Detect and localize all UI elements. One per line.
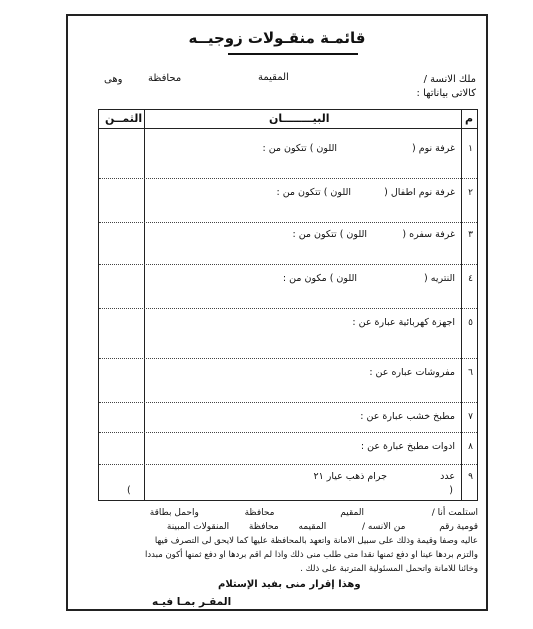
row-item: غرفة نوم ( [411,143,455,154]
national-id-label: قومية رقم [439,522,478,532]
row-item: اجهزة كهربائية عبارة عن : [352,317,455,328]
signer-label: المقـر بمـا فيـه [152,596,232,608]
governorate-label: محافظة [244,508,275,518]
row-item: النتريه ( [424,273,455,284]
row-detail: جرام ذهب عيار ٢١ [313,471,387,482]
row-divider [99,358,477,359]
document-title: قائمـة منقـولات زوجيــه [188,29,366,47]
received-by-label: استلمت أنا / [431,508,478,518]
row-number: ٢ [468,188,473,198]
row-divider [99,222,477,223]
id-card-label: واحمل بطاقة [149,508,199,518]
number-column-divider [461,110,462,500]
footer-line-1 [150,508,478,518]
row-detail: اللون ) تتكون من : [292,229,367,240]
footer-line-2 [167,522,478,532]
paren-close: ) [127,485,131,496]
and-they-are-label: وهى [104,74,123,85]
row-divider [99,264,477,265]
row-item: مفروشات عباره عن : [369,367,455,378]
paren-open: ( [449,485,453,496]
row-number: ٣ [468,230,473,240]
owner-label: ملك الانسة / [423,74,476,85]
acknowledgement: وهذا إقرار منى بفيد الإستلام [218,579,361,590]
from-miss-label: من الانسه / [362,522,406,532]
row-number: ١ [468,144,473,154]
row-item: غرفة نوم اطفال ( [384,187,455,198]
row-number: ٧ [468,412,473,422]
row-item: غرفة سفره ( [402,229,455,240]
row-number: ٦ [468,368,473,378]
col-header-number: م [464,112,473,125]
title-underline [228,53,358,55]
listed-items-label: المنقولات المبينة [166,522,230,532]
row-detail: اللون ) مكون من : [282,273,357,284]
row-number: ٩ [468,472,473,482]
row-number: ٤ [468,274,473,284]
row-item: ادوات مطبخ عبارة عن : [360,441,455,452]
governorate-label: محافظة [148,73,182,84]
row-divider [99,402,477,403]
document-sheet [66,14,488,611]
row-divider [99,432,477,433]
row-divider [99,178,477,179]
row-number: ٥ [468,318,473,328]
row-number: ٨ [468,442,473,452]
governorate-label: محافظة [248,522,279,532]
residing-label: المقيمه [298,522,327,532]
details-label: كالاتى بياناتها : [416,88,476,99]
footer-line-3: عاليه وصفا وقيمة وذلك على سبيل الامانة واتعهد بالمحافظة عليها كما لايحق لى التصرف فيها [154,536,478,546]
row-item: مطبخ خشب عبارة عن : [360,411,455,422]
header-divider [99,128,477,129]
residing-label: المقيمة [258,72,289,83]
row-divider [99,464,477,465]
row-item: عدد [440,471,455,482]
col-header-description: البيــــــــان [269,112,330,125]
items-table [98,109,478,501]
price-column-divider [144,110,145,500]
row-divider [99,308,477,309]
footer-line-4: والتزم بردها عينا او دفع ثمنها نقدا متى طلب منى ذلك واذا لم اقم بردها او دفع ثمنها أكون مبددا [145,550,478,560]
row-detail: اللون ) تتكون من : [262,143,337,154]
footer-line-5: وخائنا للامانة واتحمل المسئولية المترتبة على ذلك . [300,564,478,574]
col-header-price: الثمــن [105,112,143,125]
resident-label: المقيم [340,508,364,518]
row-detail: اللون ) تتكون من : [276,187,351,198]
